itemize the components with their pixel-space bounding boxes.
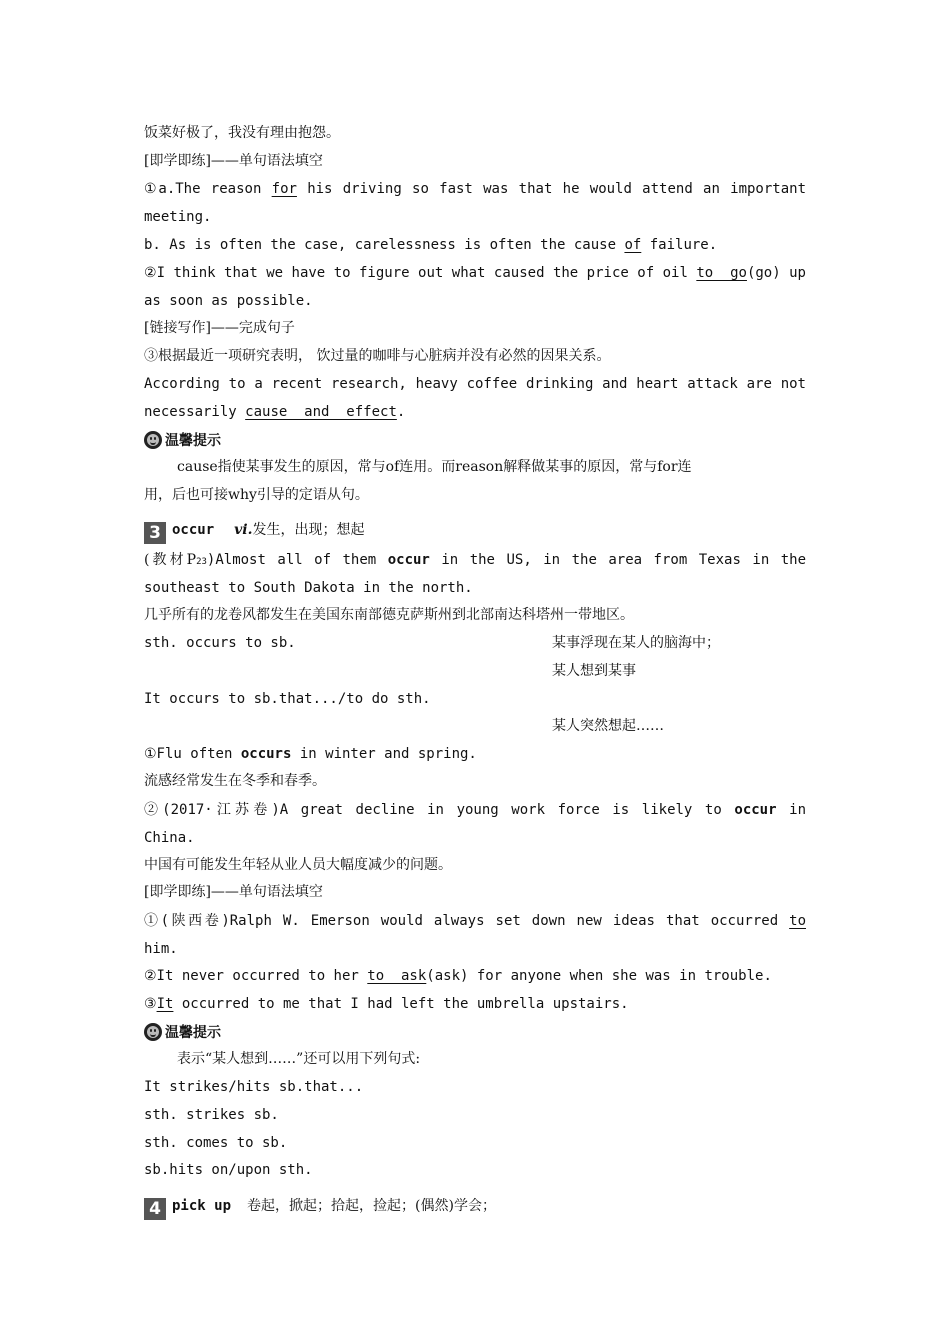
exercise-line: him.: [144, 941, 178, 957]
tip-text: 表示“某人想到……”还可以用下列句式:: [177, 1051, 421, 1067]
pattern-meaning: 某事浮现在某人的脑海中；: [552, 635, 720, 651]
pattern-line: It strikes/hits sb.that...: [144, 1079, 364, 1095]
pattern-line: It occurs to sb.that.../to do sth.: [144, 691, 431, 707]
pattern-line: sth. comes to sb.: [144, 1135, 288, 1151]
exercise-line: b. As is often the case, carelessness is often the cause of failure.: [144, 237, 718, 253]
tip-text: 用，后也可接why引导的定语从句。: [144, 487, 369, 503]
answer-blank: to: [789, 913, 806, 929]
pattern-meaning: 某人想到某事: [552, 663, 636, 679]
exercise-line: ①(陕西卷)Ralph W. Emerson would always set down new ideas that occurred to: [144, 913, 806, 929]
answer-blank: cause and effect: [245, 404, 397, 420]
example-line: China.: [144, 830, 195, 846]
tip-header: 温馨提示: [144, 1021, 221, 1043]
answer-blank: to go: [696, 265, 747, 281]
exercise-line: as soon as possible.: [144, 293, 313, 309]
example-line: ②(2017·江苏卷)A great decline in young work force is likely to occur in: [144, 802, 806, 818]
tip-text: cause指使某事发生的原因，常与of连用。而reason解释做某事的原因，常与for连: [177, 459, 692, 475]
tip-header: 温馨提示: [144, 429, 221, 451]
example-line: southeast to South Dakota in the north.: [144, 580, 473, 596]
pattern-meaning: 某人突然想起……: [552, 718, 664, 734]
exercise-line: According to a recent research, heavy coffee drinking and heart attack are not: [144, 376, 806, 392]
translation-line: ③根据最近一项研究表明， 饮过量的咖啡与心脏病并没有必然的因果关系。: [144, 348, 611, 364]
exercise-line: necessarily cause and effect.: [144, 404, 406, 420]
exercise-line: ②It never occurred to her to ask(ask) for anyone when she was in trouble.: [144, 968, 772, 984]
exercise-line: meeting.: [144, 209, 212, 225]
section-label: [链接写作]——完成句子: [144, 320, 295, 336]
answer-blank: of: [624, 237, 642, 253]
pattern-line: sb.hits on/upon sth.: [144, 1162, 313, 1178]
entry-heading: 4 pick up 卷起，掀起；拾起，捡起；(偶然)学会；: [144, 1194, 806, 1220]
exercise-line: ③It occurred to me that I had left the umbrella upstairs.: [144, 996, 629, 1012]
entry-number-badge: 3: [144, 522, 166, 544]
entry-number-badge: 4: [144, 1198, 166, 1220]
answer-blank: It: [156, 996, 174, 1012]
smiley-icon: [144, 431, 162, 449]
exercise-line: ①a.The reason for his driving so fast was that he would attend an important: [144, 181, 806, 197]
answer-blank: for: [271, 181, 297, 197]
example-line: (教材P23)Almost all of them occur in the US, in the area from Texas in the: [144, 552, 807, 568]
example-line: ①Flu often occurs in winter and spring.: [144, 746, 477, 762]
translation-line: 饭菜好极了，我没有理由抱怨。: [144, 125, 340, 141]
section-label: [即学即练]——单句语法填空: [144, 884, 323, 900]
exercise-line: ②I think that we have to figure out what caused the price of oil to go(go) up: [144, 265, 806, 281]
translation-line: 流感经常发生在冬季和春季。: [144, 773, 326, 789]
pattern-line: sth. occurs to sb.: [144, 635, 296, 651]
smiley-icon: [144, 1023, 162, 1041]
answer-blank: to ask: [367, 968, 427, 984]
translation-line: 中国有可能发生年轻从业人员大幅度减少的问题。: [144, 857, 452, 873]
translation-line: 几乎所有的龙卷风都发生在美国东南部德克萨斯州到北部南达科塔州一带地区。: [144, 607, 634, 623]
section-label: [即学即练]——单句语法填空: [144, 153, 323, 169]
pattern-line: sth. strikes sb.: [144, 1107, 279, 1123]
entry-heading: 3 occur vi.发生，出现；想起: [144, 518, 806, 544]
